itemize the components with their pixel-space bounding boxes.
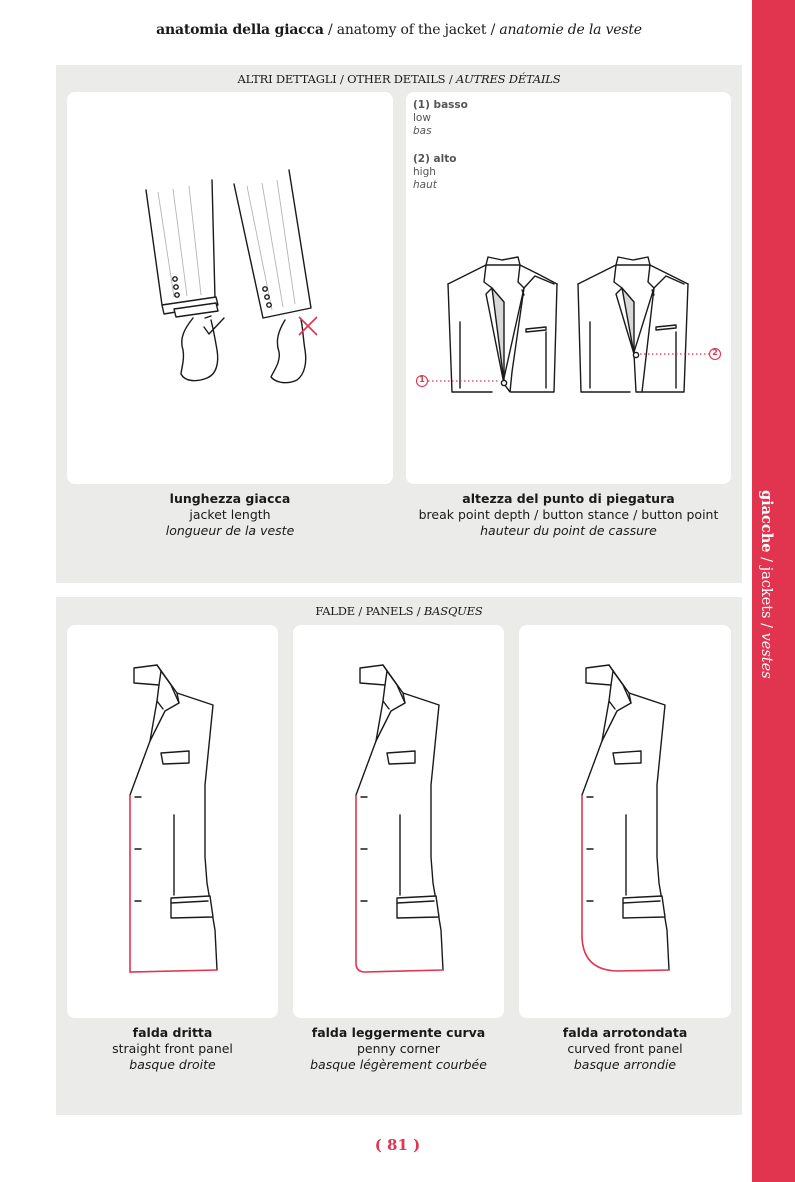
legend-high-fr: haut bbox=[413, 179, 437, 191]
side-tab-label-en: jackets bbox=[758, 566, 774, 619]
section-title-separator: / bbox=[413, 604, 424, 618]
curved-panel-illustration bbox=[519, 625, 731, 1018]
section-title-en: OTHER DETAILS bbox=[347, 72, 446, 86]
marker-high-number: 2 bbox=[712, 348, 718, 357]
section-title-separator: / bbox=[445, 72, 456, 86]
caption-fr: hauteur du point de cassure bbox=[480, 523, 657, 538]
sleeve-wrong-length bbox=[234, 170, 317, 383]
section-title-it: FALDE bbox=[315, 604, 355, 618]
section-title-it: ALTRI DETTAGLI bbox=[237, 72, 337, 86]
header-title-en: anatomy of the jacket bbox=[336, 22, 487, 38]
caption-en: straight front panel bbox=[112, 1041, 233, 1056]
sleeve-correct-length bbox=[146, 180, 224, 381]
legend-high-it: (2) alto bbox=[413, 153, 457, 165]
jacket-high-break bbox=[578, 257, 688, 392]
break-point-illustration bbox=[406, 92, 731, 484]
other-details-title bbox=[56, 72, 742, 86]
caption-it: falda leggermente curva bbox=[311, 1025, 486, 1040]
panel-caption-straight bbox=[67, 1025, 278, 1073]
legend-low-fr: bas bbox=[413, 125, 432, 137]
jacket-side-view bbox=[582, 665, 669, 970]
section-title-separator: / bbox=[336, 72, 348, 86]
caption-en: break point depth / button stance / button point bbox=[418, 507, 719, 522]
panel-caption-curved bbox=[519, 1025, 731, 1073]
header-separator: / bbox=[486, 22, 500, 38]
section-title-fr: BASQUES bbox=[423, 604, 483, 618]
caption-it: lunghezza giacca bbox=[169, 491, 291, 506]
caption-en: curved front panel bbox=[567, 1041, 683, 1056]
jacket-length-caption bbox=[67, 491, 393, 539]
jacket-side-view bbox=[130, 665, 217, 970]
section-title-separator: / bbox=[354, 604, 366, 618]
caption-it: falda arrotondata bbox=[562, 1025, 688, 1040]
caption-it: falda dritta bbox=[132, 1025, 213, 1040]
caption-it: altezza del punto di piegatura bbox=[462, 491, 675, 506]
side-tab-label-it: giacche bbox=[758, 490, 775, 553]
straight-panel-illustration bbox=[67, 625, 278, 1018]
penny-corner-illustration bbox=[293, 625, 504, 1018]
jacket-side-view bbox=[356, 665, 443, 970]
caption-fr: basque droite bbox=[129, 1057, 216, 1072]
header-title-it: anatomia della giacca bbox=[156, 22, 324, 38]
legend-low-it: (1) basso bbox=[413, 99, 468, 111]
caption-en: penny corner bbox=[356, 1041, 441, 1056]
page-header bbox=[56, 22, 742, 38]
marker-low-number: 1 bbox=[419, 375, 425, 384]
header-title-fr: anatomie de la veste bbox=[499, 22, 642, 38]
caption-fr: basque arrondie bbox=[573, 1057, 677, 1072]
jacket-length-illustration bbox=[67, 92, 393, 484]
legend-low-en: low bbox=[413, 112, 431, 124]
side-tab-label bbox=[758, 490, 775, 679]
side-tab-separator: / bbox=[758, 552, 774, 567]
section-title-fr: AUTRES DÉTAILS bbox=[455, 72, 561, 86]
break-point-caption bbox=[406, 491, 731, 539]
side-tab-label-fr: vestes bbox=[758, 632, 774, 679]
panel-caption-penny bbox=[293, 1025, 504, 1073]
caption-fr: longueur de la veste bbox=[165, 523, 295, 538]
section-title-en: PANELS bbox=[365, 604, 414, 618]
panels-title bbox=[56, 604, 742, 618]
page-number: ( 81 ) bbox=[374, 1136, 421, 1154]
header-separator: / bbox=[323, 22, 337, 38]
caption-en: jacket length bbox=[189, 507, 271, 522]
jacket-low-break bbox=[448, 257, 557, 392]
legend-high-en: high bbox=[413, 166, 436, 178]
side-tab-separator: / bbox=[758, 618, 774, 633]
caption-fr: basque légèrement courbée bbox=[310, 1057, 487, 1072]
